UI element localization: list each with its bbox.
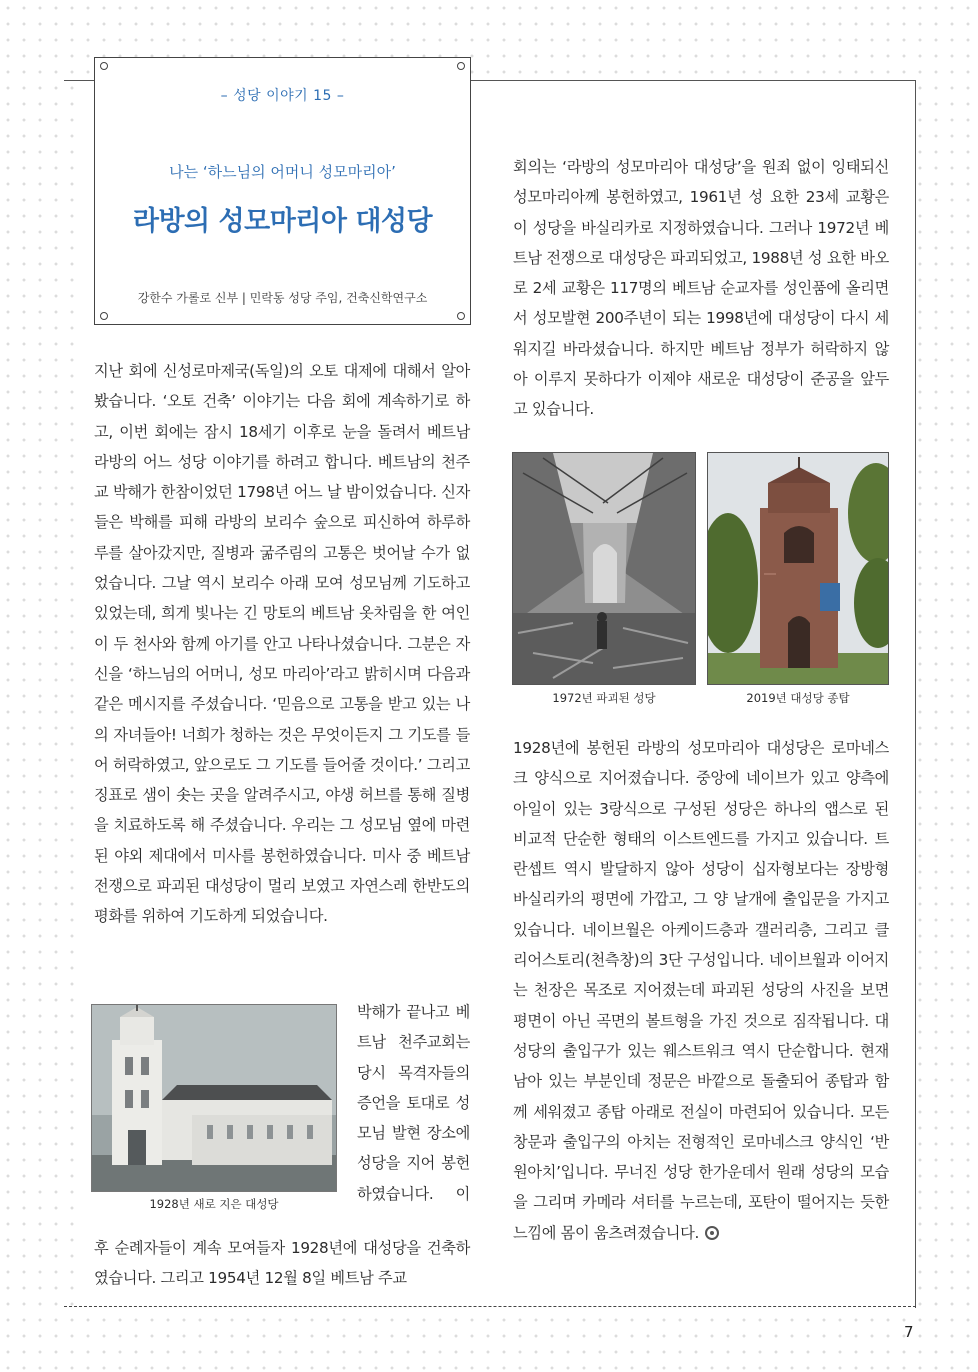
destroyed-church-illustration: [513, 453, 696, 685]
end-mark-icon: [705, 1226, 719, 1240]
article-paragraph-left-1: 지난 회에 신성로마제국(독일)의 오토 대제에 대해서 알아봤습니다. ‘오토 건축’ 이야기는 다음 회에 계속하기로 하고, 이번 회에는 잠시 18세기 이후로 눈을 돌려서 베트남 라방의 어느 성당 이야기를 하려고 합니다. 베트남의 천주교 박해가 한참이었던 1798년 어느 날 밤이었습니다. 신자들은 박해를 피해 라방의 보리수 숲으로 피신하여 하루하루를 살아갔지만, 질병과 굶주림의 고통은 벗어날 수가 없었습니다. 그날 역시 보리수 아래 모여 성모님께 기도하고 있었는데, 희게 빛나는 긴 망토의 베트남 옷차림을 한 여인이 두 천사와 함께 아기를 안고 나타나셨습니다. 그분은 자신을 ‘하느님의 어머니, 성모 마리아’라고 밝히시며 다음과 같은 메시지를 주셨습니다. ‘믿음으로 고통을 받고 있는 나의 자녀들아! 너희가 청하는 것은 무엇이든지 그 기도를 들어 허락하였고, 앞으로도 그 기도를 들어줄 것이다.’ 그리고 징표로 샘이 솟는 곳을 알려주시고, 야생 허브를 통해 질병을 치료하도록 해 주셨습니다. 우리는 그 성모님 옆에 마련된 야외 제대에서 미사를 봉헌하였습니다. 미사 중 베트남 전쟁으로 파괴된 대성당이 멀리 보였고 자연스레 한반도의 평화를 위하여 기도하게 되었습니다.: [94, 362, 470, 926]
bottom-rule: [64, 1306, 916, 1307]
article-subtitle: 나는 ‘하느님의 어머니 성모마리아’: [169, 163, 396, 181]
side-rule: [915, 80, 916, 1308]
page-number: 7: [904, 1323, 914, 1341]
church-1928-illustration: [92, 1005, 337, 1192]
article-paragraph-left-2: 후 순례자들이 계속 모여들자 1928년에 대성당을 건축하였습니다. 그리고 1954년 12월 8일 베트남 주교: [94, 1239, 470, 1288]
article-paragraph-right-2-text: 1928년에 봉헌된 라방의 성모마리아 대성당은 로마네스크 양식으로 지어졌습니다. 중앙에 네이브가 있고 양측에 아일이 있는 3랑식으로 구성된 성당은 하나의 앱스로 된 비교적 단순한 형태의 이스트엔드를 가지고 있습니다. 트란셉트 역시 발달하지 않아 성당이 십자형보다는 장방형 바실리카의 평면에 가깝고, 그 양 날개에 출입문을 가지고 있습니다. 네이브월은 아케이드층과 갤러리층, 그리고 클리어스토리(천측창)의 3단 구성입니다. 네이브월과 이어지는 천장은 목조로 지어졌는데 파괴된 성당의 사진을 보면 평면이 아닌 곡면의 볼트형을 가진 것으로 짐작됩니다. 대성당의 출입구가 있는 웨스트워크 역시 단순합니다. 현재 남아 있는 부분인데 정문은 바깥으로 돌출되어 종탑과 함께 세워졌고 종탑 아래로 전실이 마련되어 있습니다. 모든 창문과 출입구의 아치는 전형적인 로마네스크 양식인 ‘반원아치’입니다. 무너진 성당 한가운데서 원래 성당의 모습을 그리며 카메라 셔터를 누르는데, 포탄이 떨어지는 듯한 느낌에 몸이 움츠려졌습니다.: [513, 739, 889, 1242]
author-byline: 강한수 가롤로 신부 | 민락동 성당 주임, 건축신학연구소: [137, 291, 428, 305]
article-paragraph-wrap: 박해가 끝나고 베트남 천주교회는 당시 목격자들의 증언을 토대로 성모님 발현 장소에 성당을 지어 봉헌하였습니다. 이: [357, 1003, 470, 1203]
bell-tower-illustration: [708, 453, 889, 685]
corner-screw-icon: [457, 312, 465, 320]
corner-screw-icon: [100, 62, 108, 70]
series-label: – 성당 이야기 15 –: [220, 88, 345, 104]
caption-1928-church: 1928년 새로 지은 대성당: [149, 1197, 279, 1211]
caption-1972-destroyed: 1972년 파괴된 성당: [552, 691, 656, 705]
article-title: 라방의 성모마리아 대성당: [132, 206, 433, 237]
photo-2019-tower: [707, 452, 889, 685]
photo-1928-church: [91, 1004, 337, 1192]
article-paragraph-right-2: [513, 733, 889, 1248]
corner-screw-icon: [457, 62, 465, 70]
article-paragraph-right-1: 회의는 ‘라방의 성모마리아 대성당’을 원죄 없이 잉태되신 성모마리아께 봉헌하였고, 1961년 성 요한 23세 교황은 이 성당을 바실리카로 지정하였습니다. 그러나 1972년 베트남 전쟁으로 대성당은 파괴되었고, 1988년 성 요한 바오로 2세 교황은 117명의 베트남 순교자를 성인품에 올리면서 성모발현 200주년이 되는 1998년에 대성당이 다시 세워지길 바라셨습니다. 하지만 베트남 정부가 허락하지 않아 이루지 못하다가 이제야 새로운 대성당이 준공을 앞두고 있습니다.: [513, 158, 889, 419]
photo-1972-destroyed: [512, 452, 696, 685]
title-box: [94, 57, 471, 325]
caption-2019-tower: 2019년 대성당 종탑: [746, 691, 850, 705]
corner-screw-icon: [100, 312, 108, 320]
